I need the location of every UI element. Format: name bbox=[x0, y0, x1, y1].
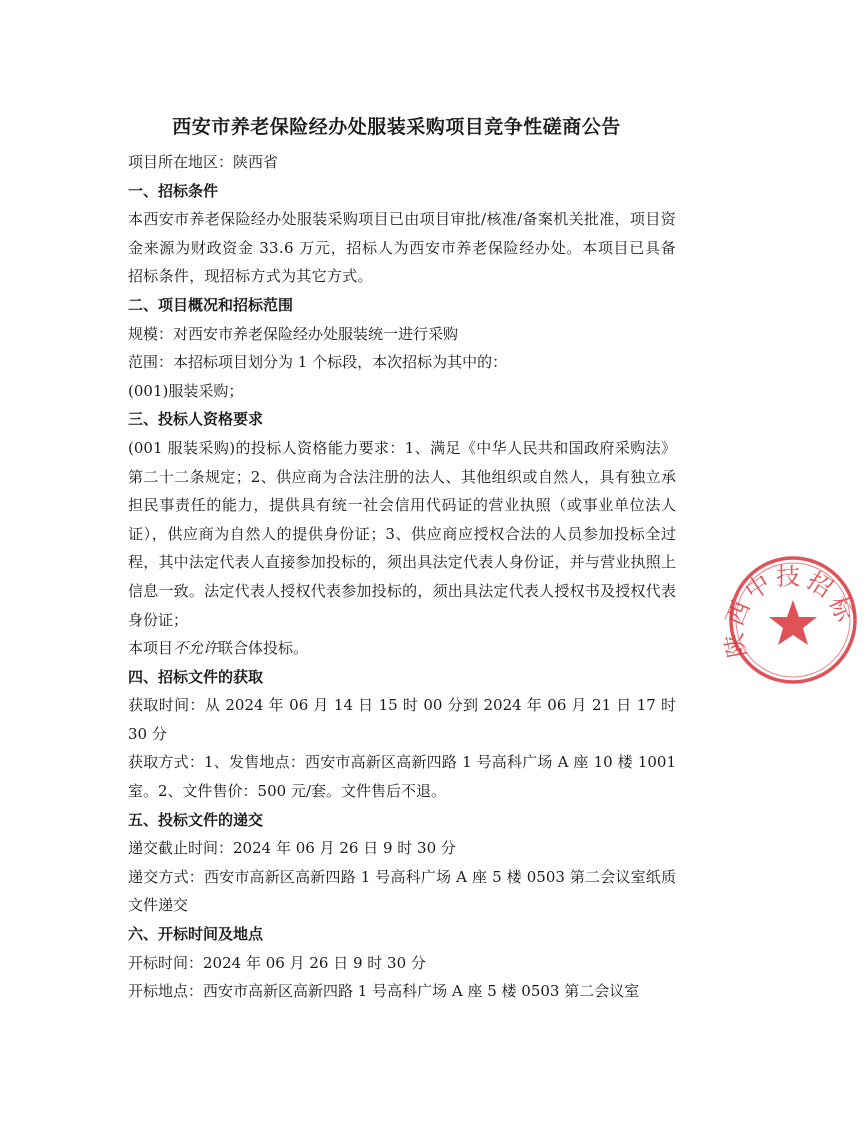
document-body bbox=[128, 148, 676, 1006]
official-seal-icon bbox=[718, 545, 868, 695]
section-heading-3: 三、投标人资格要求 bbox=[128, 410, 264, 429]
section-heading-4: 四、招标文件的获取 bbox=[128, 667, 264, 686]
submit-deadline-line: 递交截止时间：2024 年 06 月 26 日 9 时 30 分 bbox=[128, 839, 456, 858]
joint-bid-line bbox=[128, 634, 676, 663]
joint-bid-emphasis: 不允许 bbox=[173, 639, 219, 658]
section-heading-2: 二、项目概况和招标范围 bbox=[128, 295, 294, 314]
joint-bid-suffix: 联合体投标。 bbox=[218, 639, 309, 658]
section-heading-5: 五、投标文件的递交 bbox=[128, 810, 264, 829]
acquire-method-line: 获取方式：1、发售地点：西安市高新区高新四路 1 号高科广场 A 座 10 楼 1001 室。2、文件售价：500 元/套。文件售后不退。 bbox=[128, 753, 676, 801]
scope-line: 范围：本招标项目划分为 1 个标段，本次招标为其中的： bbox=[128, 353, 508, 372]
section-heading-6: 六、开标时间及地点 bbox=[128, 925, 264, 944]
section-heading-1: 一、招标条件 bbox=[128, 181, 219, 200]
document-title: 西安市养老保险经办处服装采购项目竞争性磋商公告 bbox=[172, 116, 621, 138]
scale-line: 规模：对西安市养老保险经办处服装统一进行采购 bbox=[128, 324, 459, 343]
opening-place-line: 开标地点：西安市高新区高新四路 1 号高科广场 A 座 5 楼 0503 第二会议室 bbox=[128, 982, 640, 1001]
section-1-paragraph: 本西安市养老保险经办处服装采购项目已由项目审批/核准/备案机关批准，项目资金来源为财政资金 33.6 万元，招标人为西安市养老保险经办处。本项目已具备招标条件，现招标方式为其它方式。 bbox=[128, 210, 676, 286]
acquire-time-line: 获取时间：从 2024 年 06 月 14 日 15 时 00 分到 2024 年 06 月 21 日 17 时 30 分 bbox=[128, 696, 676, 743]
lot-line: (001)服装采购； bbox=[128, 381, 244, 400]
opening-time-line: 开标时间：2024 年 06 月 26 日 9 时 30 分 bbox=[128, 953, 426, 972]
region-line: 项目所在地区：陕西省 bbox=[128, 153, 279, 171]
svg-text:陕西中技招标: 陕西中技招标 bbox=[719, 562, 861, 660]
joint-bid-prefix: 本项目 bbox=[128, 639, 174, 658]
qualification-paragraph: (001 服装采购)的投标人资格能力要求：1、满足《中华人民共和国政府采购法》第二十二条规定；2、供应商为合法注册的法人、其他组织或自然人，具有独立承担民事责任的能力，提供具有统一社会信用代码证的营业执照（或事业单位法人证），供应商为自然人的提供身份证；3、供应商应授权合法的人员参加投标全过程，其中法定代表人直接参加投标的，须出具法定代表人身份证，并与营业执照上信息一致。法定代表人授权代表参加投标的，须出具法定代表人授权书及授权代表身份证； bbox=[128, 438, 676, 629]
submit-method-line: 递交方式：西安市高新区高新四路 1 号高科广场 A 座 5 楼 0503 第二会议室纸质文件递交 bbox=[128, 867, 676, 915]
